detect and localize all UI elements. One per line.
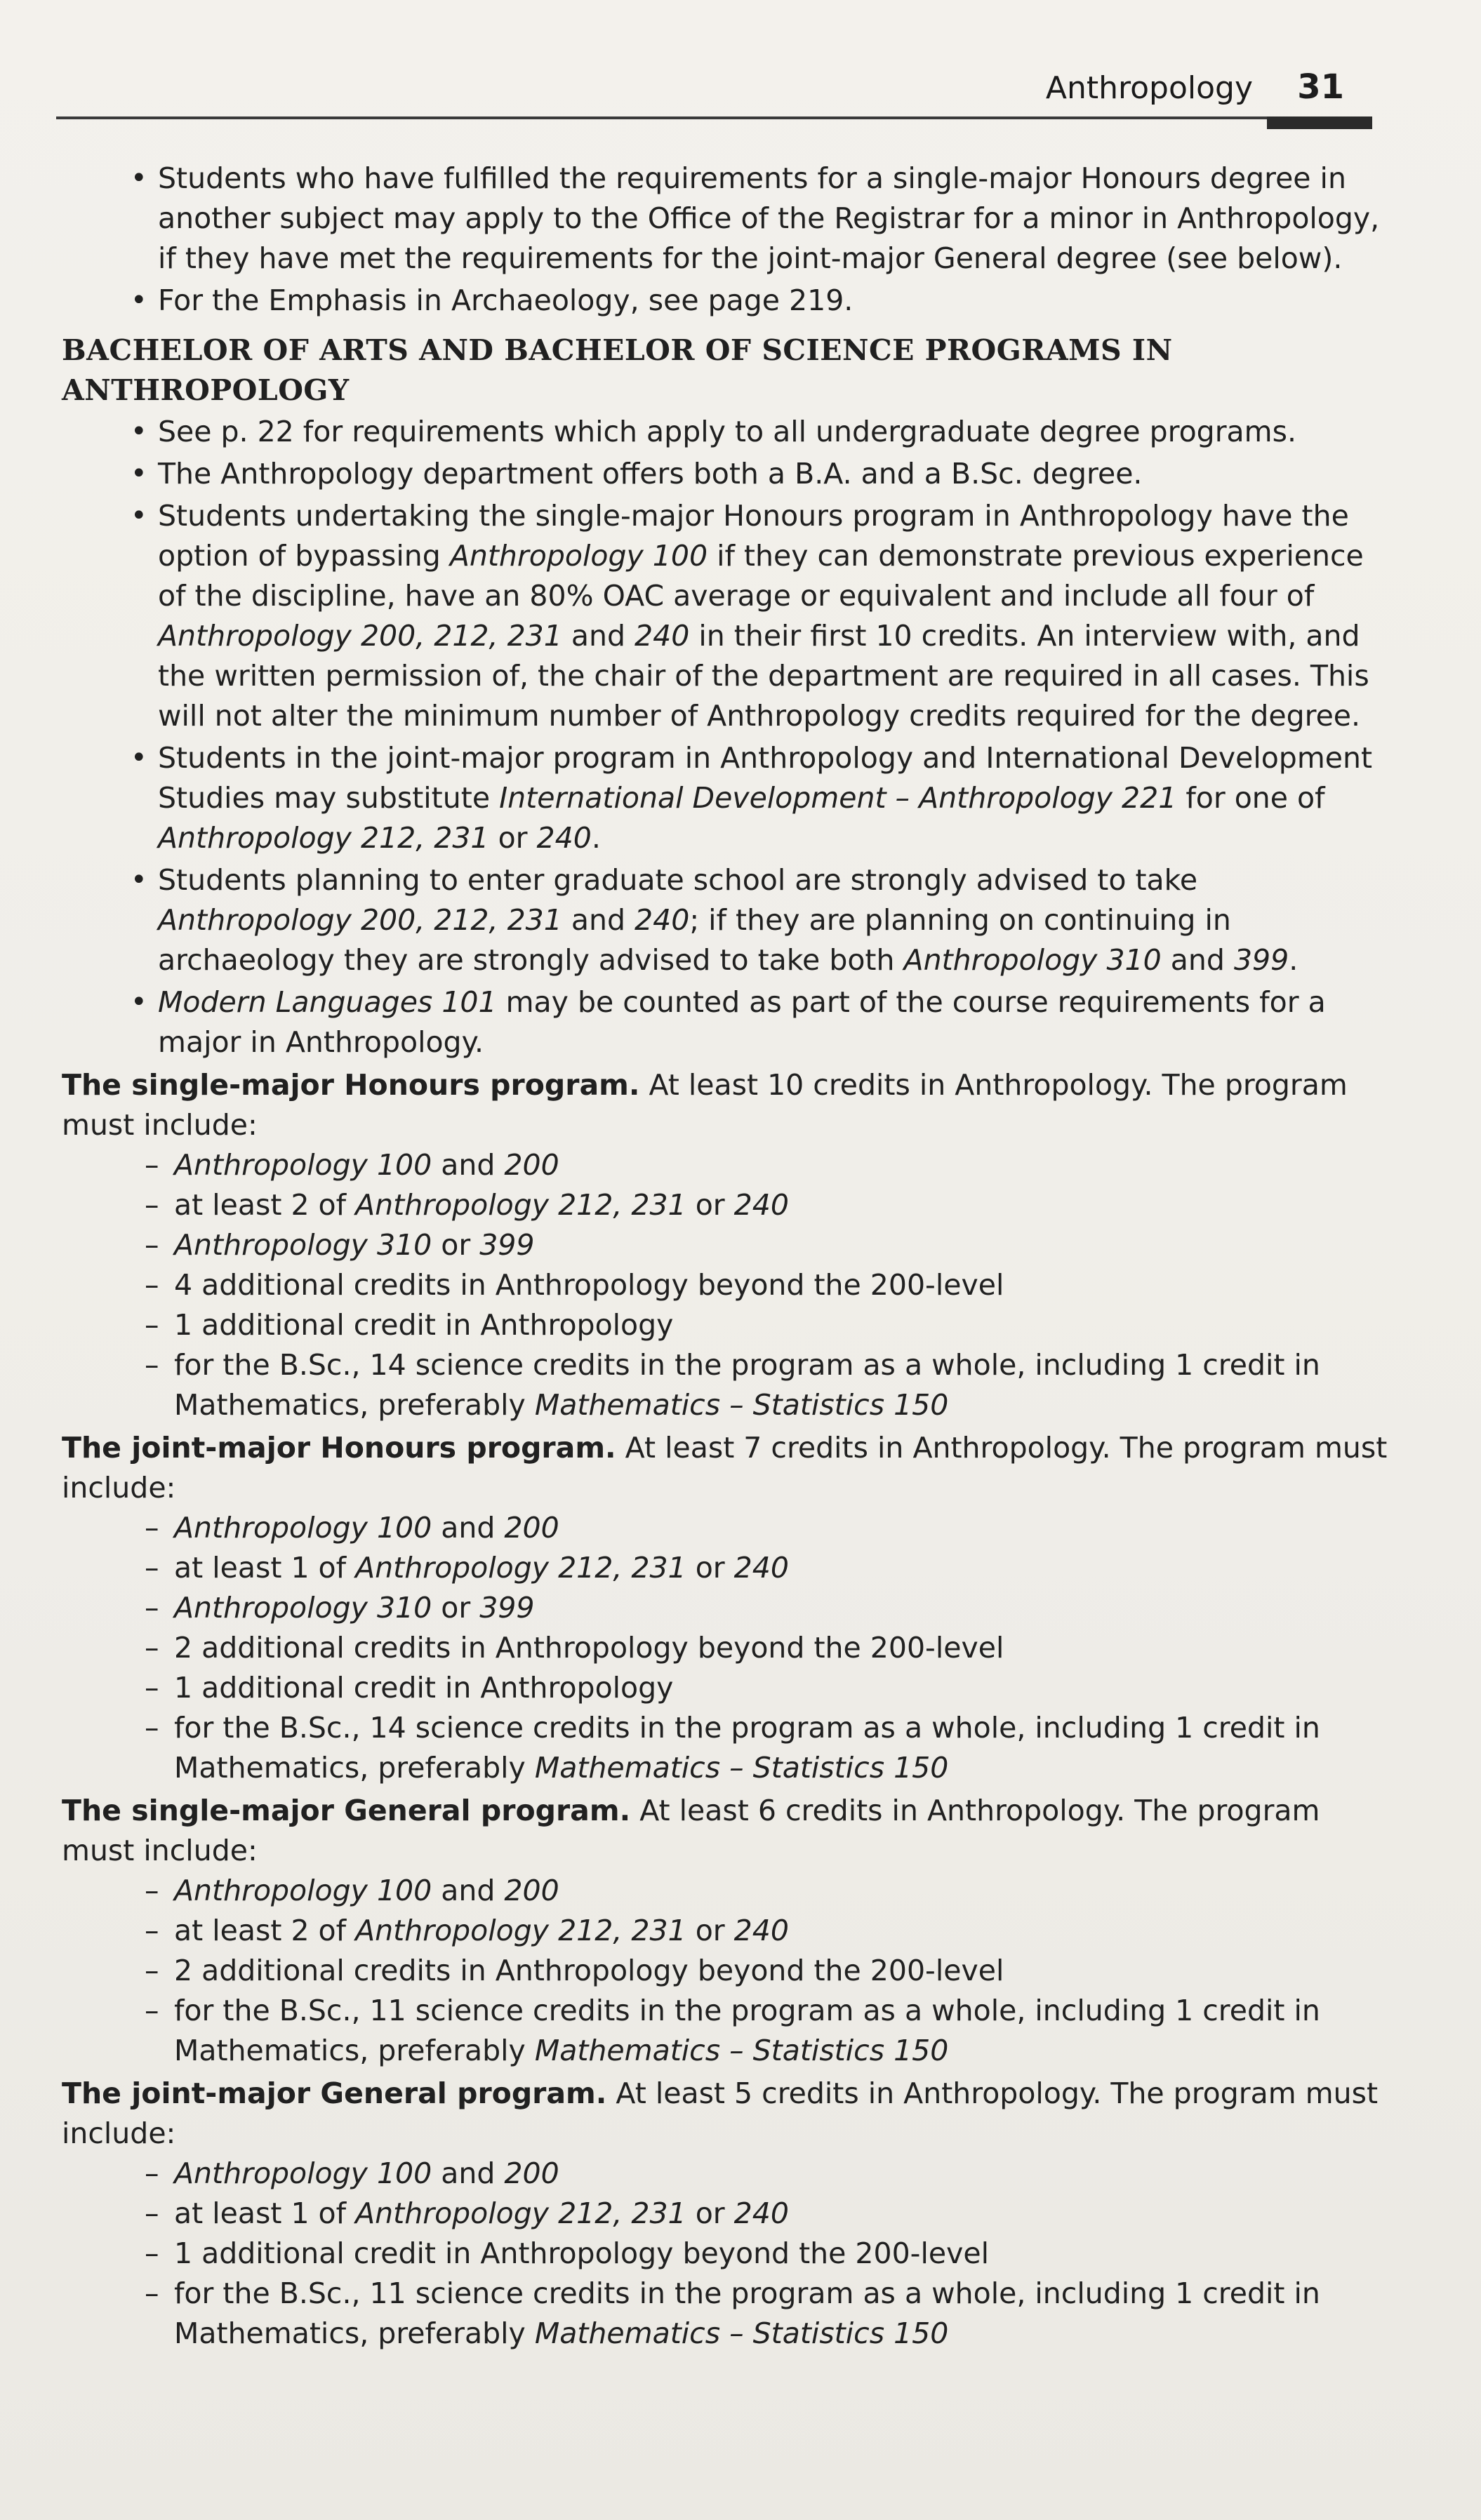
program-item: – 2 additional credits in Anthropology beyond the 200-level: [62, 1951, 1388, 1991]
intro-bullet: • For the Emphasis in Archaeology, see page 219.: [62, 281, 1388, 321]
course-reference: Anthropology 212, 231: [355, 1914, 686, 1947]
program-intro: [62, 1428, 1388, 1508]
program-item: – for the B.Sc., 11 science credits in the program as a whole, including 1 credit in Mathematics, preferably Mathematics – Statistics 150: [62, 1991, 1388, 2071]
section-bullet: • Students undertaking the single-major Honours program in Anthropology have the option of bypassing Anthropology 100 if they can demonstrate previous experience of the discipline, have an 80% OAC average or equivalent and include all four of Anthropology 200, 212, 231 and 240 in their first 10 credits. An interview with, and the written permission of, the chair of the department are required in all cases. This will not alter the minimum number of Anthropology credits required for the degree.: [62, 496, 1388, 736]
program-item: – Anthropology 100 and 200: [62, 1871, 1388, 1911]
program-item-list: [62, 2154, 1388, 2354]
program-item: – at least 1 of Anthropology 212, 231 or 240: [62, 2194, 1388, 2234]
program-item: – Anthropology 100 and 200: [62, 1145, 1388, 1185]
page-number: 31: [1297, 67, 1344, 107]
program-title: The joint-major General program.: [62, 2076, 607, 2110]
program-item: – Anthropology 100 and 200: [62, 1508, 1388, 1548]
program-item: – for the B.Sc., 14 science credits in the program as a whole, including 1 credit in Mathematics, preferably Mathematics – Statistics 150: [62, 1708, 1388, 1788]
section-bullet-list: [62, 412, 1388, 1062]
program-intro: [62, 1065, 1388, 1145]
course-reference: 200: [504, 1874, 559, 1907]
program-item-list: [62, 1508, 1388, 1788]
course-reference: Anthropology 200, 212, 231: [158, 619, 562, 653]
program-joint-major-honours: [62, 1428, 1388, 1788]
program-item: – at least 2 of Anthropology 212, 231 or 240: [62, 1911, 1388, 1951]
course-reference: Anthropology 212, 231: [355, 2196, 686, 2230]
section-bullet: • Students planning to enter graduate school are strongly advised to take Anthropology 200, 212, 231 and 240; if they are planning on continuing in archaeology they are strongly advised to take both Anthropology 310 and 399.: [62, 860, 1388, 980]
program-item: – 1 additional credit in Anthropology beyond the 200-level: [62, 2234, 1388, 2274]
course-reference: 240: [635, 619, 690, 653]
course-reference: 240: [635, 903, 690, 937]
program-requirement: At least 5 credits in Anthropology. The program must include:: [62, 2076, 1379, 2150]
program-item: – for the B.Sc., 14 science credits in the program as a whole, including 1 credit in Mathematics, preferably Mathematics – Statistics 150: [62, 1345, 1388, 1425]
program-joint-major-general: [62, 2074, 1388, 2354]
course-reference: Anthropology 212, 231: [355, 1188, 686, 1222]
course-reference: Anthropology 100: [174, 1511, 432, 1545]
program-item-list: [62, 1871, 1388, 2071]
course-reference: Mathematics – Statistics 150: [534, 1751, 949, 1785]
course-reference: International Development – Anthropology 221: [499, 781, 1177, 815]
intro-bullet-list: [62, 159, 1388, 321]
program-item: – 2 additional credits in Anthropology beyond the 200-level: [62, 1628, 1388, 1668]
program-item: – Anthropology 100 and 200: [62, 2154, 1388, 2194]
course-reference: 240: [536, 821, 592, 855]
section-bullet: • See p. 22 for requirements which apply to all undergraduate degree programs.: [62, 412, 1388, 452]
course-reference: Anthropology 310: [903, 943, 1162, 977]
course-reference: 399: [1233, 943, 1289, 977]
section-heading: BACHELOR OF ARTS AND BACHELOR OF SCIENCE PROGRAMS IN ANTHROPOLOGY: [62, 333, 1173, 407]
program-intro: [62, 1791, 1388, 1871]
course-reference: Anthropology 212, 231: [355, 1551, 686, 1585]
course-reference: 200: [504, 1511, 559, 1545]
program-requirement: At least 7 credits in Anthropology. The program must include:: [62, 1431, 1388, 1505]
program-requirement: At least 6 credits in Anthropology. The program must include:: [62, 1794, 1320, 1867]
header-rule-tab: [1267, 116, 1372, 129]
program-item: – at least 2 of Anthropology 212, 231 or 240: [62, 1185, 1388, 1225]
program-single-major-honours: [62, 1065, 1388, 1425]
program-single-major-general: [62, 1791, 1388, 2071]
page-body: [62, 159, 1388, 2354]
course-reference: Mathematics – Statistics 150: [534, 2034, 949, 2067]
program-requirement: At least 10 credits in Anthropology. The program must include:: [62, 1068, 1348, 1142]
course-reference: 240: [733, 1914, 789, 1947]
course-reference: Modern Languages 101: [158, 985, 497, 1019]
course-reference: Anthropology 310: [174, 1228, 432, 1262]
course-reference: Anthropology 100: [174, 1874, 432, 1907]
program-item-list: [62, 1145, 1388, 1425]
course-reference: 399: [479, 1228, 535, 1262]
program-item: – at least 1 of Anthropology 212, 231 or 240: [62, 1548, 1388, 1588]
section-bullet: • Students in the joint-major program in Anthropology and International Development Studies may substitute International Development – Anthropology 221 for one of Anthropology 212, 231 or 240.: [62, 738, 1388, 858]
course-reference: Anthropology 200, 212, 231: [158, 903, 562, 937]
course-reference: 399: [479, 1591, 535, 1625]
program-item: – 1 additional credit in Anthropology: [62, 1305, 1388, 1345]
program-item: – for the B.Sc., 11 science credits in the program as a whole, including 1 credit in Mathematics, preferably Mathematics – Statistics 150: [62, 2274, 1388, 2354]
course-reference: Mathematics – Statistics 150: [534, 1388, 949, 1422]
course-reference: 200: [504, 1148, 559, 1182]
section-bullet: • The Anthropology department offers both a B.A. and a B.Sc. degree.: [62, 454, 1388, 494]
program-title: The single-major Honours program.: [62, 1068, 640, 1102]
course-reference: Anthropology 310: [174, 1591, 432, 1625]
course-reference: Anthropology 100: [449, 539, 708, 573]
course-reference: 200: [504, 2156, 559, 2190]
program-item: – Anthropology 310 or 399: [62, 1588, 1388, 1628]
program-item: – Anthropology 310 or 399: [62, 1225, 1388, 1265]
intro-bullet: • Students who have fulfilled the requirements for a single-major Honours degree in another subject may apply to the Office of the Registrar for a minor in Anthropology, if they have met the requirements for the joint-major General degree (see below).: [62, 159, 1388, 279]
page-header: [56, 65, 1372, 121]
course-reference: Anthropology 100: [174, 2156, 432, 2190]
section-bullet: • Modern Languages 101 may be counted as part of the course requirements for a major in Anthropology.: [62, 982, 1388, 1062]
course-reference: Anthropology 212, 231: [158, 821, 489, 855]
header-rule: [56, 116, 1372, 119]
course-reference: 240: [733, 1551, 789, 1585]
course-reference: 240: [733, 1188, 789, 1222]
program-intro: [62, 2074, 1388, 2154]
course-reference: 240: [733, 2196, 789, 2230]
running-head: Anthropology: [1045, 70, 1253, 106]
program-item: – 1 additional credit in Anthropology: [62, 1668, 1388, 1708]
program-title: The joint-major Honours program.: [62, 1431, 616, 1465]
course-reference: Mathematics – Statistics 150: [534, 2316, 949, 2350]
program-item: – 4 additional credits in Anthropology beyond the 200-level: [62, 1265, 1388, 1305]
course-reference: Anthropology 100: [174, 1148, 432, 1182]
program-title: The single-major General program.: [62, 1794, 631, 1827]
